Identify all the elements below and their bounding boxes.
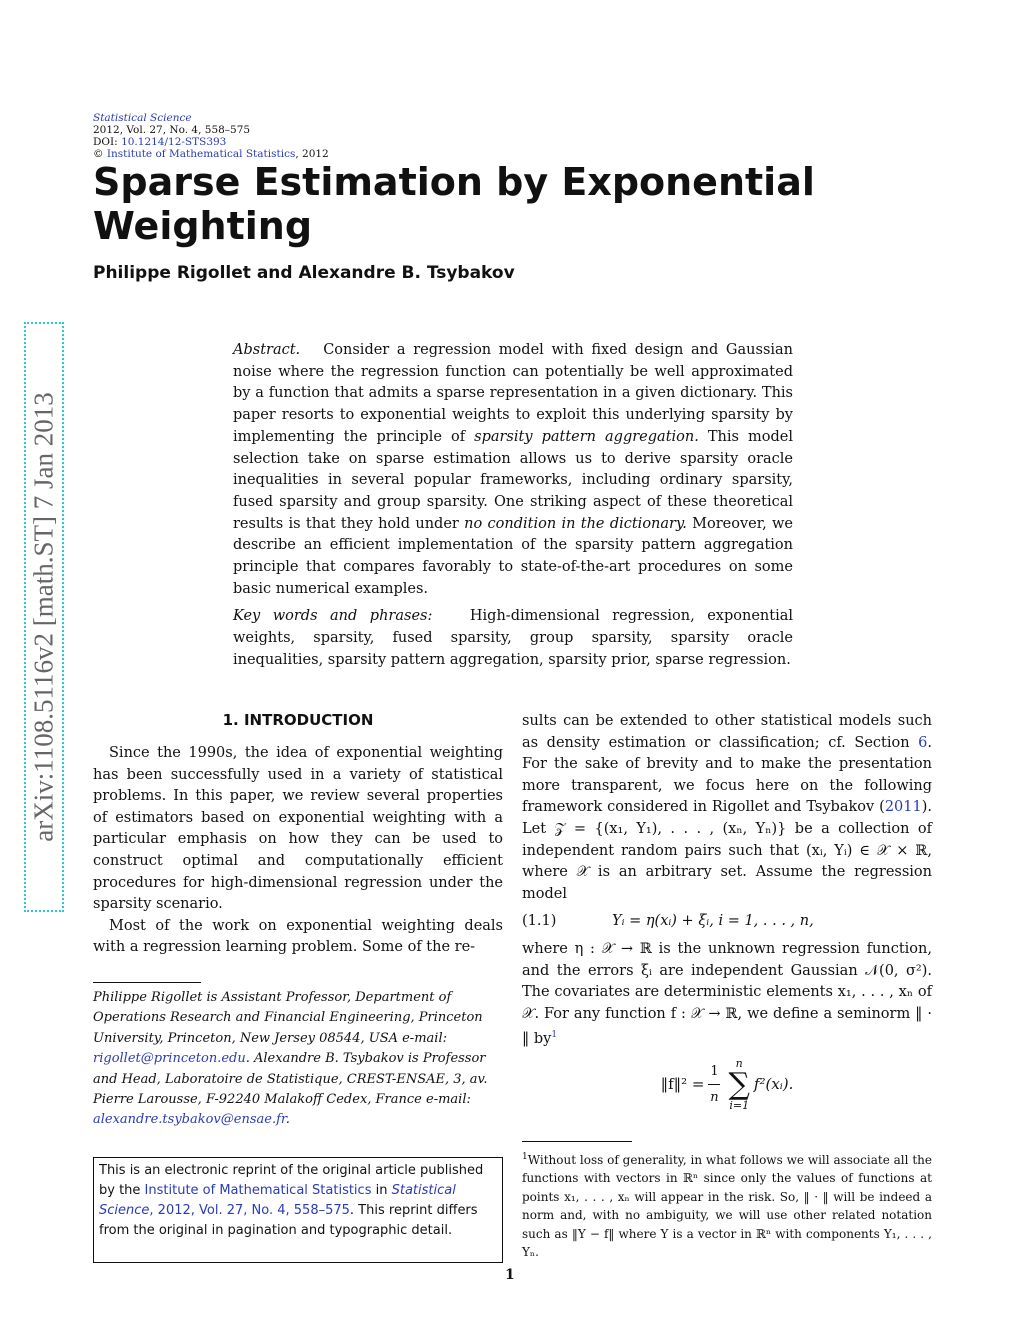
volume-line: 2012, Vol. 27, No. 4, 558–575 bbox=[93, 124, 251, 136]
footnote-rule-left bbox=[93, 982, 201, 983]
abstract-emph-1: sparsity pattern aggregation. bbox=[474, 428, 699, 445]
right-p1-c: ). Let 𝒵 = {(x₁, Y₁), . . . , (xₙ, Yₙ)} be a collection of independent random pairs such that (xᵢ, Yᵢ) ∈ 𝒳 × ℝ, where 𝒳 is an arbitrary set. Assume the regression model bbox=[522, 799, 932, 902]
paper-authors: Philippe Rigollet and Alexandre B. Tsybakov bbox=[93, 263, 515, 283]
institute-link[interactable]: Institute of Mathematical Statistics bbox=[106, 148, 296, 160]
abstract-label: Abstract. bbox=[233, 342, 301, 358]
copyright-icon: © bbox=[93, 148, 104, 160]
fraction-denominator: n bbox=[710, 1090, 719, 1106]
abstract-text-1: Consider a regression model with fixed design and Gaussian noise where the regression function can potentially be well approximated by a function that admits a sparse representation in a given dictionary. This paper resorts to exponential weights to exploit this underlying sparsity by implementing the principle of bbox=[233, 342, 794, 445]
email-link-tsybakov[interactable]: alexandre.tsybakov@ensae.fr bbox=[93, 1112, 286, 1128]
equation-number: (1.1) bbox=[522, 913, 557, 930]
intro-paragraph-2: Most of the work on exponential weighting deals with a regression learning problem. Some of the re- bbox=[93, 917, 503, 956]
intro-left-column bbox=[93, 743, 503, 959]
reprint-journal-link[interactable]: Statistical Science bbox=[99, 1183, 456, 1218]
sum-icon: ∑ bbox=[728, 1066, 750, 1102]
sum-upper-limit: n bbox=[735, 1056, 743, 1070]
doi-label: DOI: bbox=[93, 136, 122, 148]
intro-paragraph-1: Since the 1990s, the idea of exponential weighting has been successfully used in a variety of statistical problems. In this paper, we review several properties of estimators based on exponential weighting with a particular emphasis on how they can be used to construct optimal and computationally efficient procedures for high-dimensional regression under the sparsity scenario. bbox=[93, 745, 503, 913]
email-link-rigollet[interactable]: rigollet@princeton.edu bbox=[93, 1051, 246, 1067]
affiliation-text-2: . Alexandre B. Tsybakov is Professor and Head, Laboratoire de Statistique, CREST-ENSAE, 3, av. Pierre Larousse, F-92240 Malakoff Cedex, France e-mail: bbox=[93, 1051, 488, 1108]
fraction bbox=[708, 1061, 720, 1109]
equation-body: Yᵢ = η(xᵢ) + ξᵢ, i = 1, . . . , n, bbox=[612, 913, 814, 930]
summation bbox=[728, 1058, 749, 1112]
right-paragraph-2 bbox=[522, 939, 932, 1051]
equation-1-1 bbox=[522, 911, 932, 933]
keywords-text: High-dimensional regression, exponential weights, sparsity, fused sparsity, group sparsity, sparsity oracle inequalities, sparsity pattern aggregation, sparsity prior, sparse regression. bbox=[233, 608, 794, 668]
reprint-text-1: This is an electronic reprint of the original article published by the bbox=[99, 1163, 484, 1198]
affiliation-text-3: . bbox=[285, 1112, 290, 1128]
abstract-text-2: This model selection take on sparse estimation allows us to derive sparsity oracle inequalities in several popular frameworks, including ordinary sparsity, fused sparsity and group sparsity. One striking aspect of these theoretical results is that they hold under bbox=[233, 428, 794, 532]
seminorm-equation bbox=[522, 1055, 932, 1115]
doi-link[interactable]: 10.1214/12-STS393 bbox=[121, 136, 227, 148]
author-affiliation-footnote bbox=[93, 988, 503, 1131]
arxiv-stamp[interactable] bbox=[24, 322, 64, 912]
seminorm-lhs: ‖f‖² = bbox=[660, 1074, 705, 1093]
abstract bbox=[233, 340, 793, 672]
right-paragraph-1 bbox=[522, 711, 932, 905]
citation-year-link[interactable]: 2011 bbox=[884, 799, 922, 816]
footnote-1-text: Without loss of generality, in what follows we will associate all the functions with vectors in ℝⁿ since only the values of functions at points x₁, . . . , xₙ will appear in the risk. So, ‖ · ‖ will be indeed a norm and, with no ambiguity, we will use other related notation such as ‖Y − f‖ where Y is a vector in ℝⁿ with components Y₁, . . . , Yₙ. bbox=[522, 1153, 932, 1260]
doi-line bbox=[93, 136, 329, 148]
fraction-numerator: 1 bbox=[710, 1063, 719, 1079]
journal-link[interactable]: Statistical Science bbox=[93, 112, 192, 124]
footnote-1-mark: 1 bbox=[522, 1152, 528, 1162]
publication-meta bbox=[93, 112, 329, 160]
keywords-label: Key words and phrases: bbox=[233, 608, 433, 625]
footnote-rule-right bbox=[522, 1141, 632, 1142]
affiliation-text-1: Philippe Rigollet is Assistant Professor, Department of Operations Research and Financial Engineering, Princeton University, Princeton, New Jersey 08544, USA e-mail: bbox=[93, 990, 483, 1046]
section-heading: 1. INTRODUCTION bbox=[222, 711, 374, 729]
right-p1-a: sults can be extended to other statistical models such as density estimation or classification; cf. Section bbox=[522, 713, 932, 751]
abstract-text-3: Moreover, we describe an efficient implementation of the sparsity pattern aggregation principle that compares favorably to state-of-the-art procedures on some basic numerical examples. bbox=[233, 515, 793, 597]
section-ref-link[interactable]: 6 bbox=[918, 734, 928, 751]
seminorm-rhs: f²(xᵢ). bbox=[753, 1074, 794, 1093]
sum-lower-limit: i=1 bbox=[729, 1098, 750, 1112]
reprint-text-3: . This reprint differs from the original in pagination and typographic detail. bbox=[99, 1203, 478, 1238]
abstract-body bbox=[233, 340, 793, 600]
copyright-year: , 2012 bbox=[295, 148, 329, 160]
keywords bbox=[233, 606, 793, 671]
reprint-citation-link[interactable]: , 2012, Vol. 27, No. 4, 558–575 bbox=[149, 1203, 350, 1218]
footnote-marker-link[interactable]: 1 bbox=[551, 1030, 558, 1041]
reprint-text-2: in bbox=[371, 1183, 392, 1198]
arxiv-stamp-text: arXiv:1108.5116v2 [math.ST] 7 Jan 2013 bbox=[28, 392, 59, 842]
paper-title: Sparse Estimation by Exponential Weighting bbox=[93, 160, 815, 248]
right-p2-a: where η : 𝒳 → ℝ is the unknown regression function, and the errors ξᵢ are independent Gaussian 𝒩(0, σ²). The covariates are deterministic elements x₁, . . . , xₙ of 𝒳. For any function f : 𝒳 → ℝ, we define a seminorm ‖ · ‖ by bbox=[522, 940, 932, 1048]
fraction-bar bbox=[708, 1084, 720, 1085]
reprint-notice-box bbox=[93, 1157, 503, 1263]
intro-right-column bbox=[522, 711, 932, 1119]
footnote-1 bbox=[522, 1148, 932, 1261]
page-number: 1 bbox=[505, 1267, 515, 1283]
copyright-line bbox=[93, 148, 329, 160]
reprint-institute-link[interactable]: Institute of Mathematical Statistics bbox=[144, 1183, 372, 1198]
abstract-emph-2: no condition in the dictionary. bbox=[464, 515, 687, 532]
right-p1-b: . For the sake of brevity and to make the presentation more transparent, we focus here on the following framework considered in Rigollet and Tsybakov ( bbox=[522, 734, 932, 816]
